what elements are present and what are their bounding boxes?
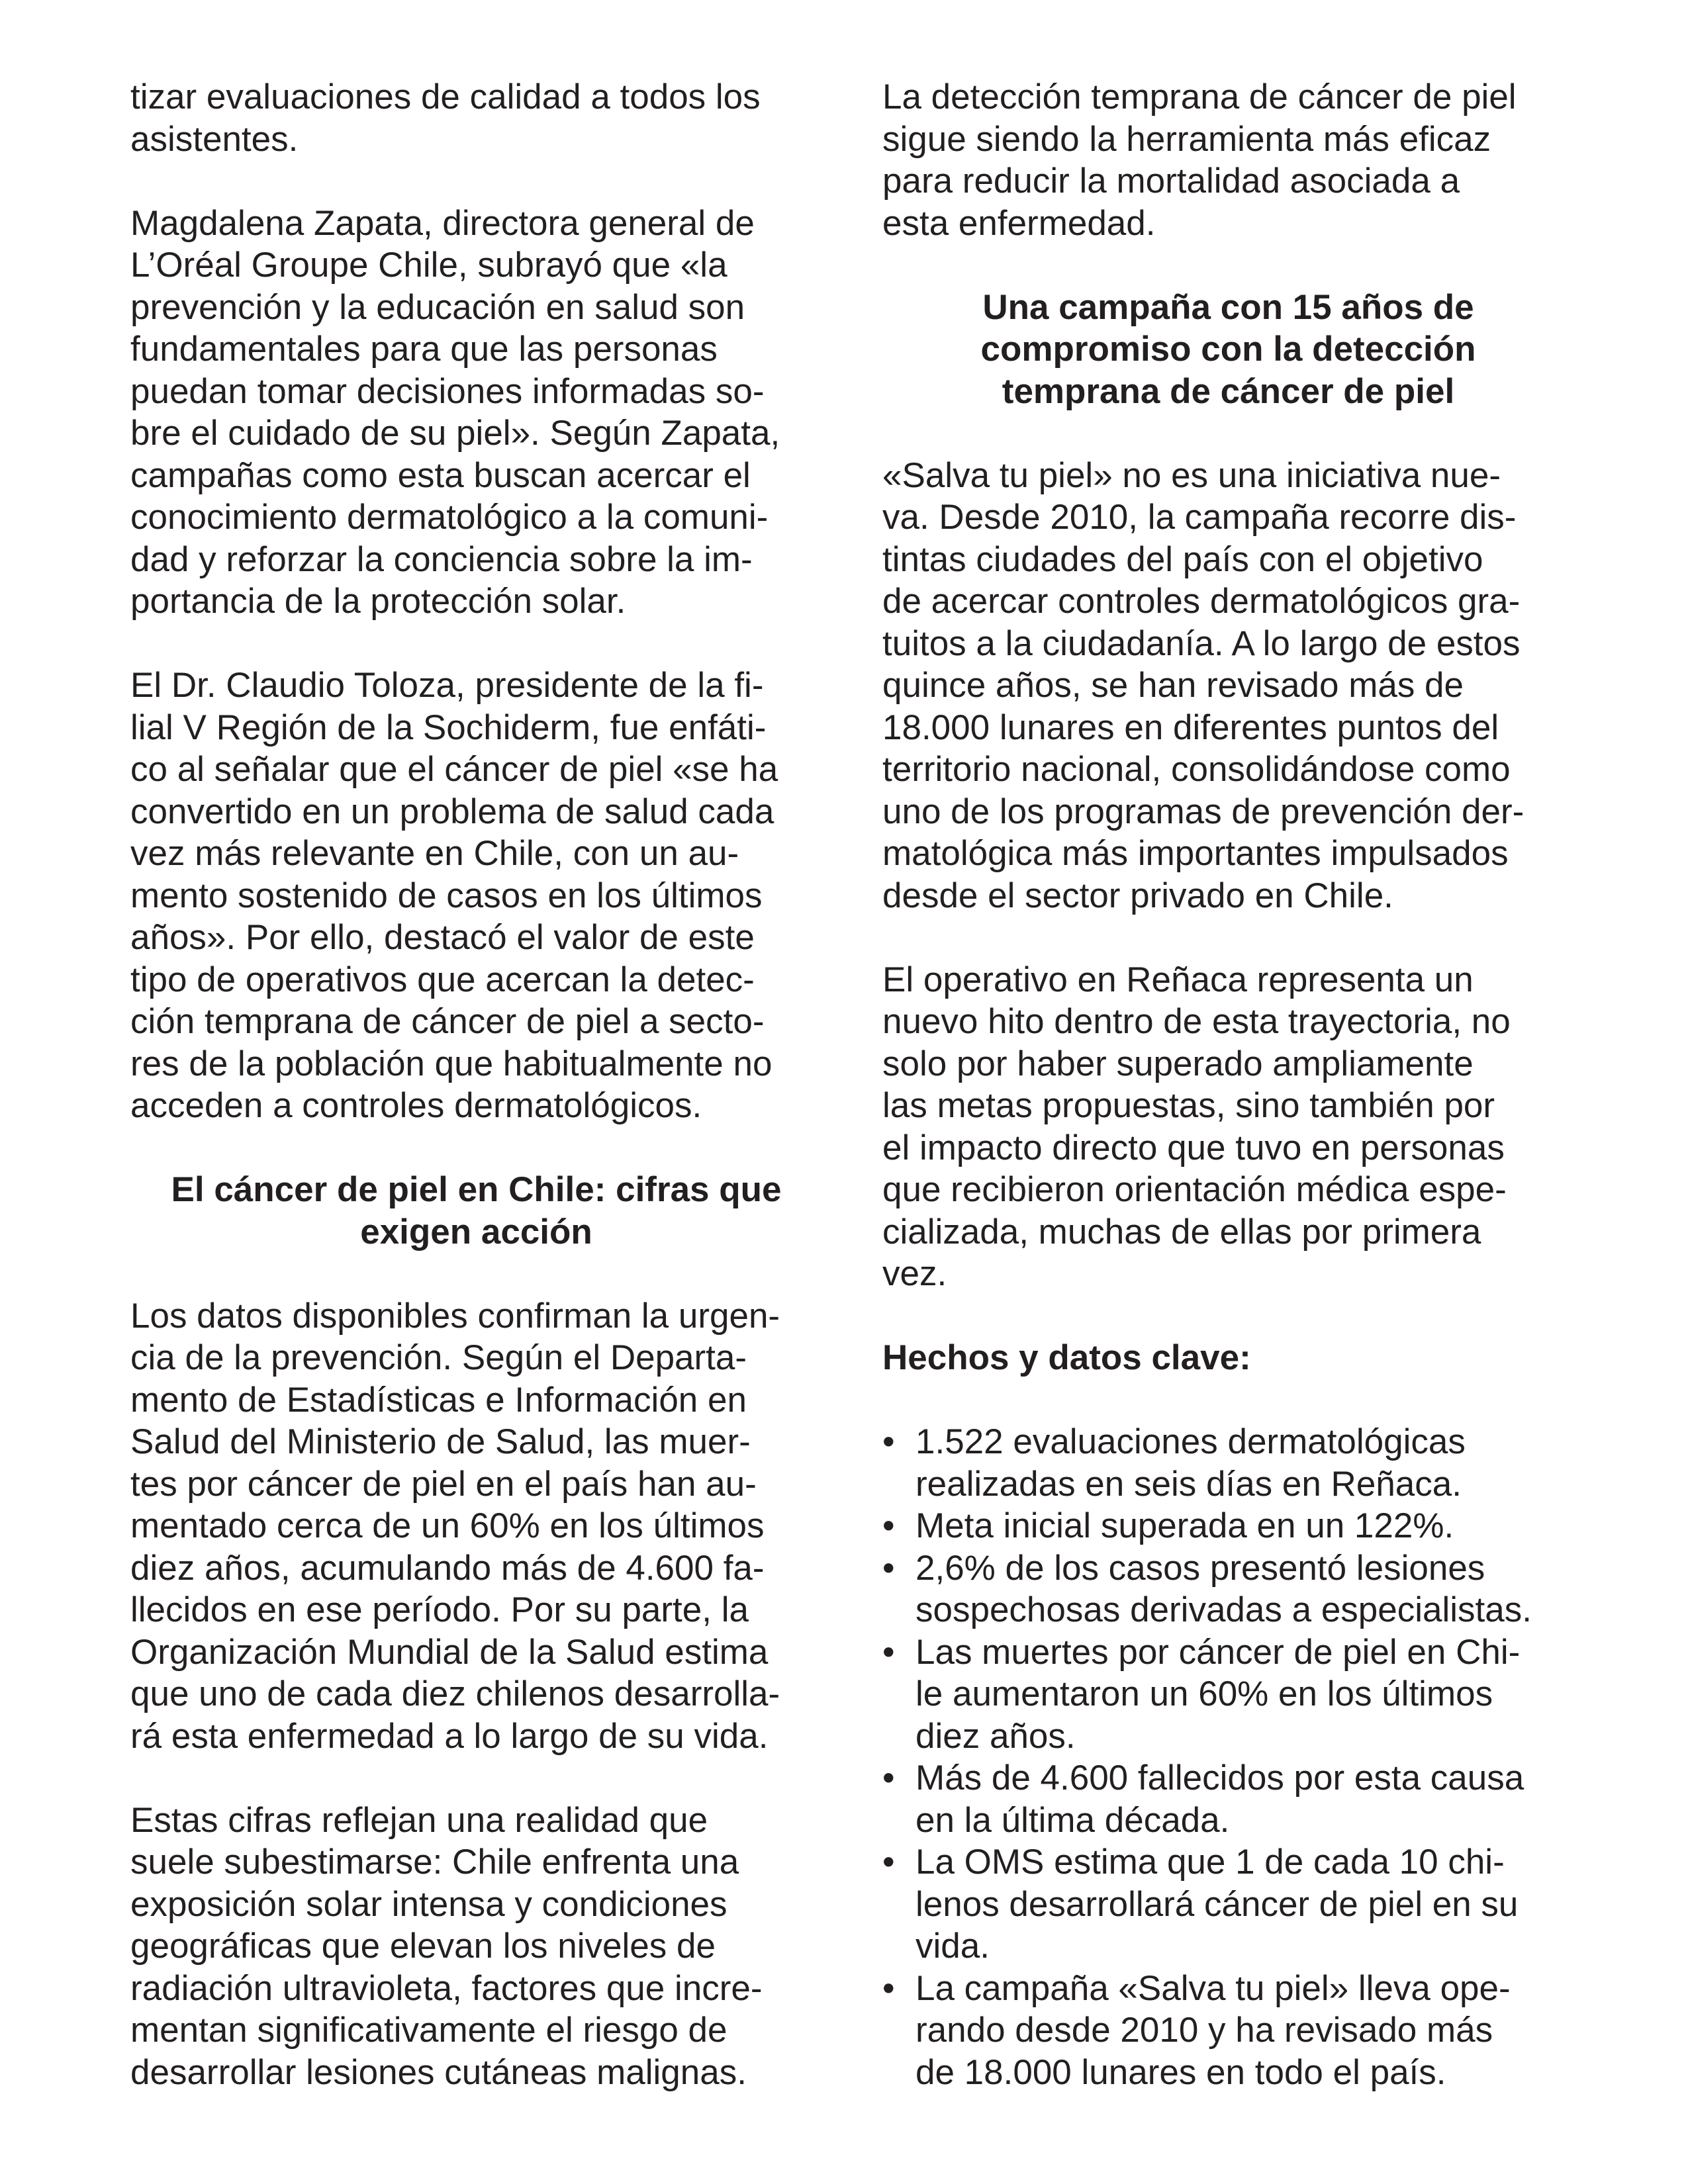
list-item — [882, 1421, 1574, 1505]
list-item — [882, 1505, 1574, 1547]
text-line: acceden a controles dermatológicos. — [130, 1086, 702, 1125]
text-line: cia de la prevención. Según el Departa- — [130, 1338, 747, 1377]
text-line: uno de los programas de prevención der- — [882, 792, 1524, 831]
text-line: exposición solar intensa y condiciones — [130, 1884, 727, 1924]
text-line: suele subestimarse: Chile enfrenta una — [130, 1843, 739, 1882]
text-line: Salud del Ministerio de Salud, las muer- — [130, 1422, 751, 1461]
paragraph-intro-continuation — [130, 76, 822, 160]
text-line: Organización Mundial de la Salud estima — [130, 1632, 769, 1672]
text-line: geográficas que elevan los niveles de — [130, 1927, 716, 1966]
text-line: cializada, muchas de ellas por primera — [882, 1212, 1481, 1251]
heading-line: Hechos y datos clave: — [882, 1338, 1251, 1377]
text-line: mentado cerca de un 60% en los últimos — [130, 1506, 765, 1545]
bullet-icon: • — [882, 1632, 895, 1672]
section-heading-cifras — [130, 1169, 822, 1253]
text-line: vida. — [915, 1927, 990, 1966]
text-line: co al señalar que el cáncer de piel «se ha — [130, 750, 778, 789]
text-line: realizadas en seis días en Reñaca. — [915, 1464, 1462, 1504]
text-line: tes por cáncer de piel en el país han au- — [130, 1464, 757, 1504]
text-line: mento sostenido de casos en los últimos — [130, 876, 763, 915]
text-line: ción temprana de cáncer de piel a secto- — [130, 1002, 765, 1041]
text-line: vez. — [882, 1254, 947, 1293]
heading-line: exigen acción — [360, 1212, 592, 1251]
text-line: Los datos disponibles confirman la urgen- — [130, 1296, 780, 1336]
right-column — [882, 76, 1574, 2093]
bullet-icon: • — [882, 1758, 895, 1797]
text-line: tizar evaluaciones de calidad a todos los — [130, 77, 761, 116]
list-item — [882, 1631, 1574, 1758]
text-line: desde el sector privado en Chile. — [882, 876, 1393, 915]
text-line: campañas como esta buscan acercar el — [130, 455, 751, 495]
text-line: le aumentaron un 60% en los últimos — [915, 1674, 1493, 1713]
text-line: L’Oréal Groupe Chile, subrayó que «la — [130, 246, 727, 285]
bullet-icon: • — [882, 1968, 895, 2008]
paragraph-operativo-renaca — [882, 959, 1574, 1295]
facts-heading — [882, 1337, 1574, 1379]
text-line: el impacto directo que tuvo en personas — [882, 1128, 1505, 1167]
text-line: tintas ciudades del país con el objetivo — [882, 539, 1483, 579]
text-line: de acercar controles dermatológicos gra- — [882, 582, 1521, 621]
list-item — [882, 1968, 1574, 2094]
text-line: tuitos a la ciudadanía. A lo largo de estos — [882, 623, 1521, 663]
text-line: diez años, acumulando más de 4.600 fa- — [130, 1548, 765, 1588]
text-line: que uno de cada diez chilenos desarrolla- — [130, 1674, 780, 1713]
facts-list — [882, 1421, 1574, 2093]
text-line: territorio nacional, consolidándose como — [882, 750, 1511, 789]
text-line: esta enfermedad. — [882, 203, 1156, 243]
text-line: Las muertes por cáncer de piel en Chi- — [915, 1632, 1521, 1672]
text-line: en la última década. — [915, 1800, 1230, 1840]
bullet-icon: • — [882, 1422, 895, 1461]
text-line: La detección temprana de cáncer de piel — [882, 77, 1517, 116]
text-line: años». Por ello, destacó el valor de este — [130, 918, 755, 957]
bullet-icon: • — [882, 1506, 895, 1545]
text-line: tipo de operativos que acercan la detec- — [130, 960, 755, 999]
text-line: sigue siendo la herramienta más eficaz — [882, 119, 1491, 159]
text-line: prevención y la educación en salud son — [130, 287, 745, 327]
heading-line: temprana de cáncer de piel — [1002, 371, 1455, 411]
text-line: mento de Estadísticas e Información en — [130, 1380, 747, 1420]
text-line: que recibieron orientación médica espe- — [882, 1170, 1507, 1209]
text-line: portancia de la protección solar. — [130, 582, 626, 621]
text-line: res de la población que habitualmente no — [130, 1044, 773, 1083]
text-line: las metas propuestas, sino también por — [882, 1086, 1495, 1125]
paragraph-toloza-quote — [130, 664, 822, 1127]
text-line: desarrollar lesiones cutáneas malignas. — [130, 2052, 747, 2092]
bullet-icon: • — [882, 1548, 895, 1588]
text-line: asistentes. — [130, 119, 299, 159]
text-line: para reducir la mortalidad asociada a — [882, 161, 1460, 201]
paragraph-cifras-realidad — [130, 1799, 822, 2094]
text-line: fundamentales para que las personas — [130, 330, 718, 369]
text-line: sospechosas derivadas a especialistas. — [915, 1590, 1532, 1629]
text-line: Meta inicial superada en un 122%. — [915, 1506, 1454, 1545]
text-line: mentan significativamente el riesgo de — [130, 2011, 727, 2050]
text-line: La OMS estima que 1 de cada 10 chi- — [915, 1843, 1505, 1882]
heading-line: compromiso con la detección — [980, 330, 1476, 369]
list-item — [882, 1547, 1574, 1631]
text-line: Magdalena Zapata, directora general de — [130, 203, 755, 243]
text-line: va. Desde 2010, la campaña recorre dis- — [882, 498, 1517, 537]
text-line: rá esta enfermedad a lo largo de su vida. — [130, 1716, 769, 1756]
section-heading-campana — [882, 287, 1574, 413]
text-line: «Salva tu piel» no es una iniciativa nue- — [882, 455, 1501, 495]
text-line: lenos desarrollará cáncer de piel en su — [915, 1884, 1519, 1924]
text-line: bre el cuidado de su piel». Según Zapata, — [130, 414, 780, 453]
paragraph-salva-tu-piel — [882, 455, 1574, 917]
text-line: lial V Región de la Sochiderm, fue enfáti- — [130, 707, 767, 747]
text-line: vez más relevante en Chile, con un au- — [130, 834, 739, 873]
paragraph-datos — [130, 1295, 822, 1758]
text-line: 2,6% de los casos presentó lesiones — [915, 1548, 1485, 1588]
heading-line: El cáncer de piel en Chile: cifras que — [171, 1170, 782, 1209]
text-line: diez años. — [915, 1716, 1076, 1756]
text-line: El operativo en Reñaca representa un — [882, 960, 1474, 999]
paragraph-deteccion — [882, 76, 1574, 244]
left-column — [130, 76, 822, 2093]
text-line: de 18.000 lunares en todo el país. — [915, 2052, 1446, 2092]
text-line: rando desde 2010 y ha revisado más — [915, 2011, 1493, 2050]
text-line: El Dr. Claudio Toloza, presidente de la fi- — [130, 666, 764, 705]
text-line: 18.000 lunares en diferentes puntos del — [882, 707, 1499, 747]
text-line: puedan tomar decisiones informadas so- — [130, 371, 765, 411]
text-line: Más de 4.600 fallecidos por esta causa — [915, 1758, 1524, 1797]
text-line: quince años, se han revisado más de — [882, 666, 1464, 705]
list-item — [882, 1841, 1574, 1968]
text-line: solo por haber superado ampliamente — [882, 1044, 1474, 1083]
text-line: nuevo hito dentro de esta trayectoria, no — [882, 1002, 1511, 1041]
heading-line: Una campaña con 15 años de — [982, 287, 1474, 327]
text-line: dad y reforzar la conciencia sobre la im- — [130, 539, 753, 579]
text-line: Estas cifras reflejan una realidad que — [130, 1800, 708, 1840]
text-line: radiación ultravioleta, factores que incre- — [130, 1968, 763, 2008]
text-line: conocimiento dermatológico a la comuni- — [130, 498, 769, 537]
text-line: La campaña «Salva tu piel» lleva ope- — [915, 1968, 1511, 2008]
text-line: matológica más importantes impulsados — [882, 834, 1509, 873]
paragraph-zapata-quote — [130, 203, 822, 623]
bullet-icon: • — [882, 1843, 895, 1882]
list-item — [882, 1757, 1574, 1841]
text-line: 1.522 evaluaciones dermatológicas — [915, 1422, 1466, 1461]
text-line: convertido en un problema de salud cada — [130, 792, 774, 831]
text-line: llecidos en ese período. Por su parte, la — [130, 1590, 749, 1629]
